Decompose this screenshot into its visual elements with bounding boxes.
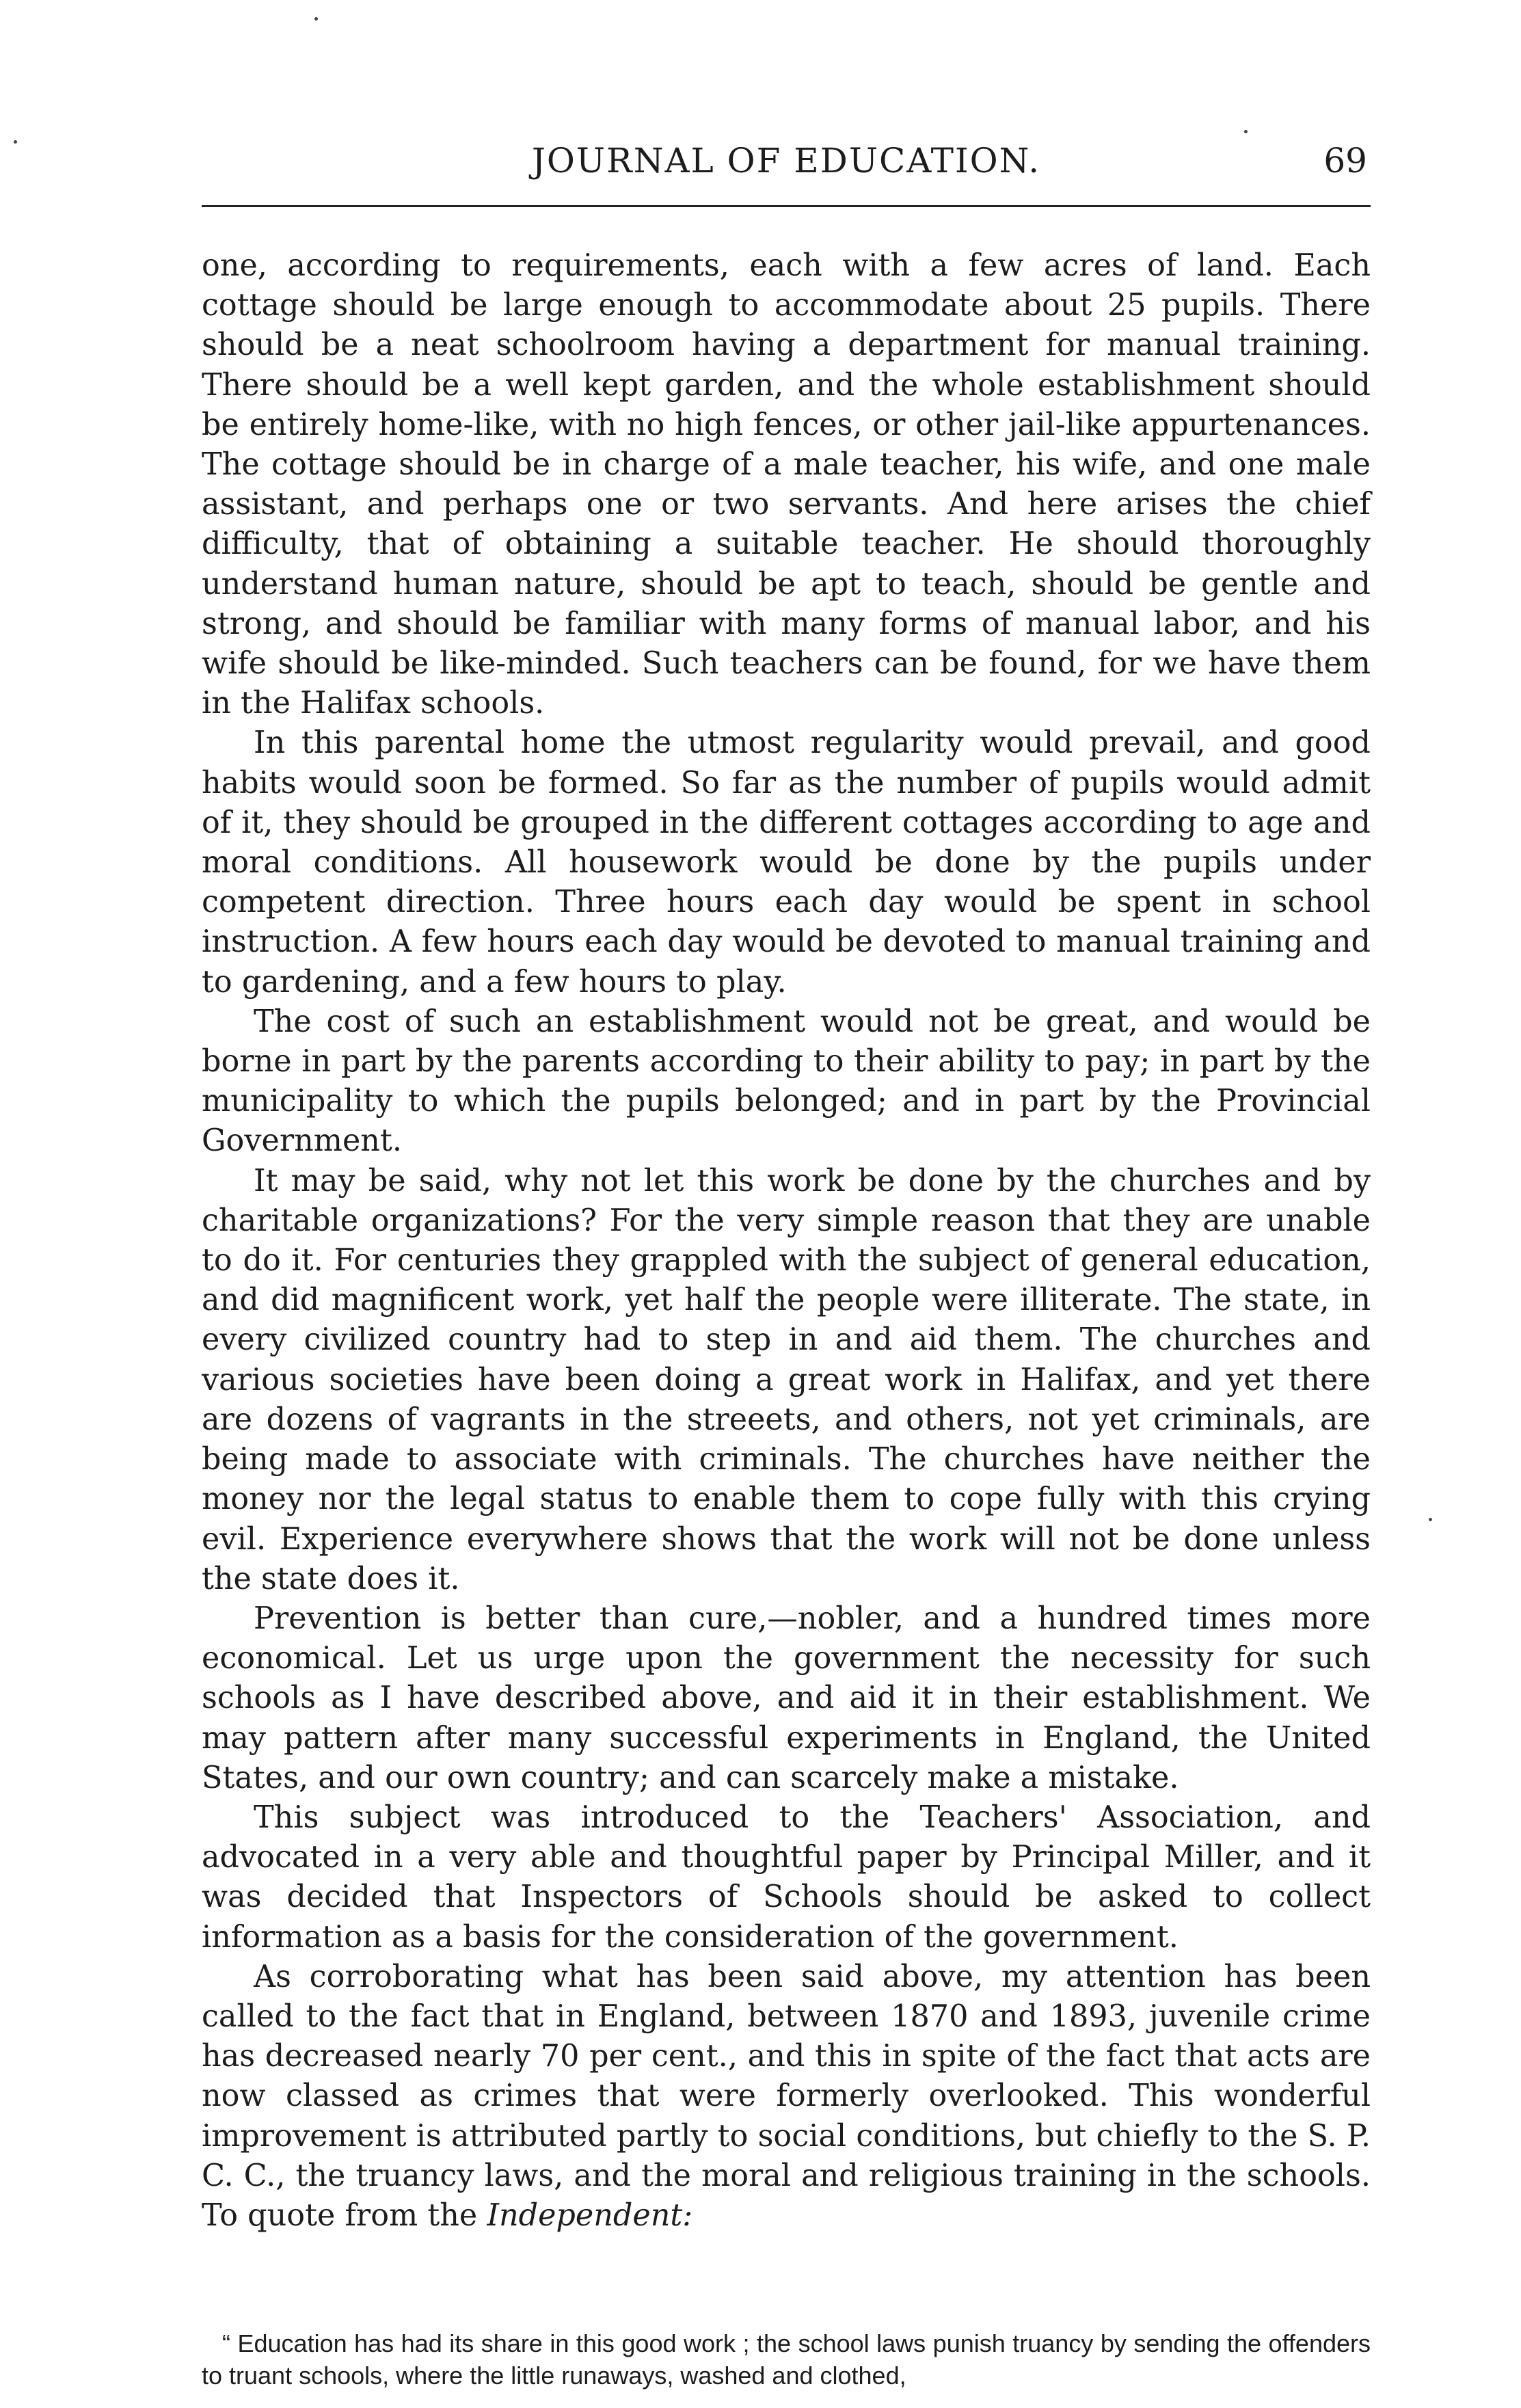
paragraph-5: Prevention is better than cure,—nobler, and a hundred times more economical. Let us urge upon the government the necessity for such schools as I have described above, and aid it in their establishment. We may pattern after many successful experiments in England, the United States, and our own country; and can scarcely make a mistake. (202, 1601, 1371, 1795)
block-quote (202, 2327, 1371, 2392)
print-speck (1244, 130, 1248, 133)
running-title: JOURNAL OF EDUCATION. (531, 141, 1041, 180)
paragraph-4: It may be said, why not let this work be done by the churches and by charitable organizations? For the very simple reason that they are unable to do it. For centuries they grappled with the subject of general education, and did magnificent work, yet half the people were illiterate. The state, in every civilized country had to step in and aid them. The churches and various societies have been doing a great work in Halifax, and yet there are dozens of vagrants in the streeets, and others, not yet criminals, are being made to associate with criminals. The churches have neither the money nor the legal status to enable them to cope fully with this crying evil. Experience everywhere shows that the work will not be done unless the state does it. (202, 1163, 1371, 1596)
paragraph-7-text: As corroborating what has been said above, my attention has been called to the fact that in England, between 1870 and 1893, juvenile crime has decreased nearly 70 per cent., and this in spite of the fact that acts are now classed as crimes that were formerly overlooked. This wonderful improvement is attributed partly to social conditions, but chiefly to the S. P. C. C., the truancy laws, and the moral and religious training in the schools. To quote from the (202, 1959, 1371, 2233)
header-rule (202, 205, 1371, 207)
paragraph-7 (202, 1957, 1371, 2236)
print-speck (1429, 1518, 1432, 1521)
independent-title: Independent: (487, 2197, 693, 2233)
paragraph-3: The cost of such an establishment would not be great, and would be borne in part by the parents according to their ability to pay; in part by the municipality to which the pupils belonged; and in part by the Provincial Government. (202, 1004, 1371, 1159)
quote-text: “ Education has had its share in this good work ; the school laws punish truancy by sending the offenders to truant schools, where the little runaways, washed and clothed, (202, 2329, 1371, 2390)
paragraph-2: In this parental home the utmost regularity would prevail, and good habits would soon be formed. So far as the number of pupils would admit of it, they should be grouped in the different cottages according to age and moral conditions. All housework would be done by the pupils under competent direction. Three hours each day would be spent in school instruction. A few hours each day would be devoted to manual training and to gardening, and a few hours to play. (202, 725, 1371, 1000)
print-speck (314, 17, 318, 21)
paragraph-1: one, according to requirements, each with a few acres of land. Each cottage should be large enough to accommodate about 25 pupils. There should be a neat schoolroom having a department for manual training. There should be a well kept garden, and the whole establishment should be entirely home-like, with no high fences, or other jail-like appurtenances. The cottage should be in charge of a male teacher, his wife, and one male assistant, and perhaps one or two servants. And here arises the chief difficulty, that of obtaining a suitable teacher. He should thoroughly understand human nature, should be apt to teach, should be gentle and strong, and should be familiar with many forms of manual labor, and his wife should be like-minded. Such teachers can be found, for we have them in the Halifax schools. (202, 248, 1371, 721)
page-header (205, 133, 1367, 188)
article-body (202, 246, 1371, 2236)
print-speck (14, 140, 17, 144)
page-number: 69 (1323, 141, 1367, 180)
paragraph-6: This subject was introduced to the Teachers' Association, and advocated in a very able and thoughtful paper by Principal Miller, and it was decided that Inspectors of Schools should be asked to collect information as a basis for the consideration of the government. (202, 1800, 1371, 1955)
